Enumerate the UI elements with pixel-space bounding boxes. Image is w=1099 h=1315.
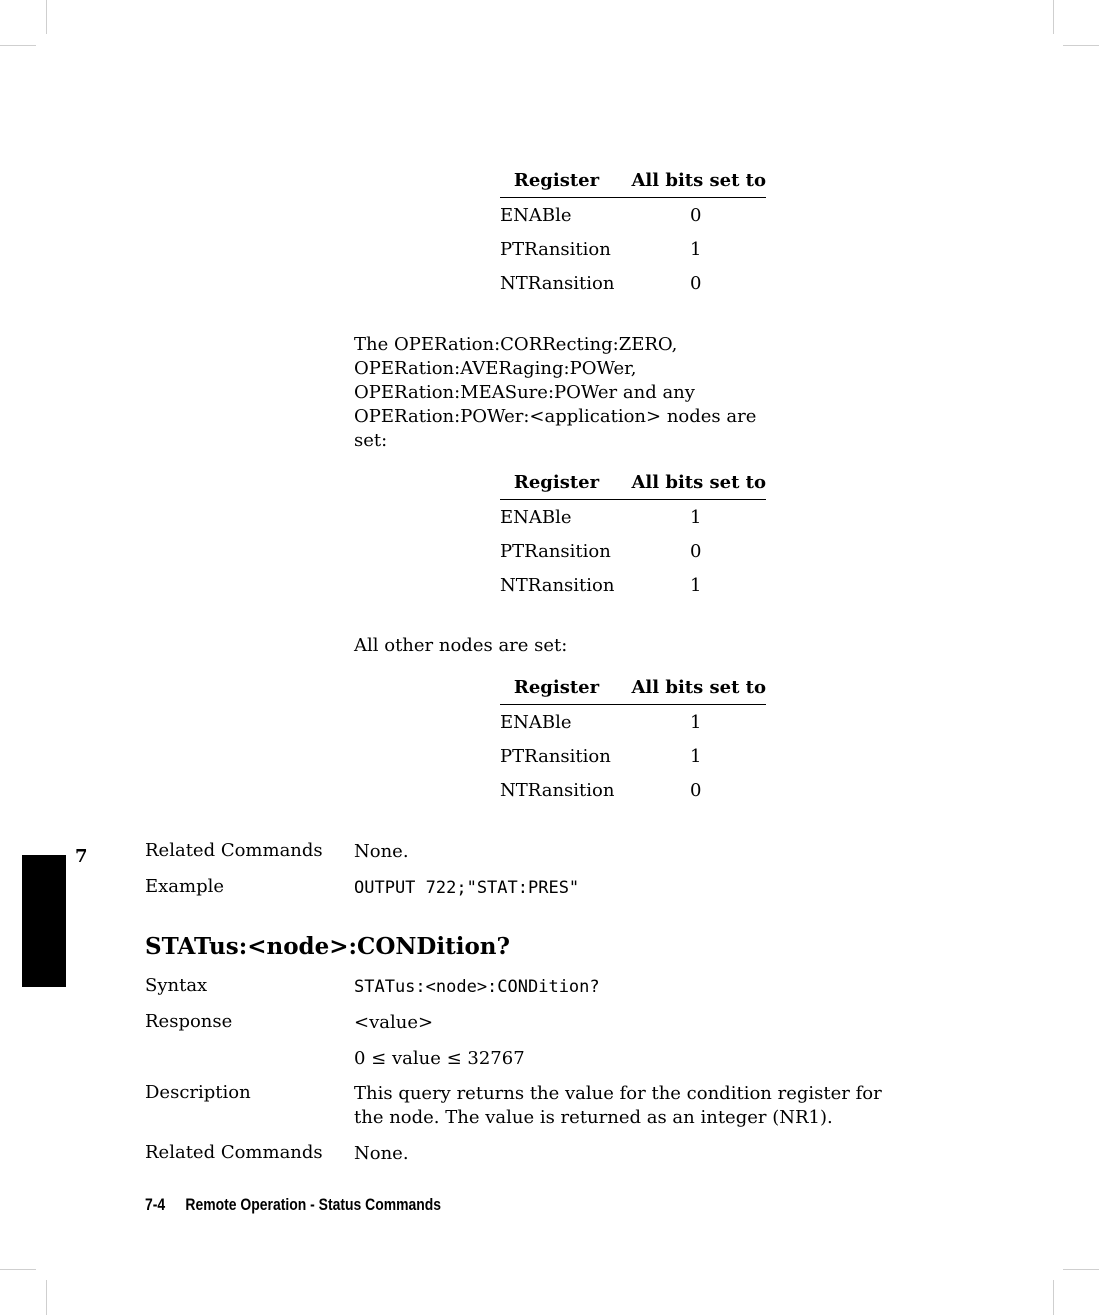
page-number: 7-4 [145,1195,166,1214]
related-commands-row [145,1142,914,1166]
footer-title: Remote Operation - Status Commands [185,1195,442,1214]
register-name: ENABle [500,204,572,226]
example-code: OUTPUT 722;"STAT:PRES" [354,878,580,898]
register-table-1 [500,163,766,300]
register-value: 1 [690,506,702,528]
table-row [500,739,766,773]
table-header [500,465,766,500]
register-table-3 [500,670,766,807]
crop-mark [1063,45,1099,46]
table-row [500,500,766,534]
register-name: NTRansition [500,574,615,596]
crop-mark [46,1280,47,1315]
table-header [500,163,766,198]
operation-nodes-paragraph [354,333,784,453]
bits-header: All bits set to [631,471,766,493]
response-label: Response [145,1011,233,1032]
page-footer [145,1195,441,1215]
crop-mark [1063,1269,1099,1270]
crop-mark [0,45,36,46]
response-row [145,1011,914,1035]
paragraph-line: OPERation:MEASure:POWer and any [354,382,695,403]
syntax-label: Syntax [145,975,208,996]
register-name: PTRansition [500,540,611,562]
register-header: Register [513,471,600,493]
register-value: 1 [690,745,702,767]
syntax-code: STATus:<node>:CONDition? [354,977,600,997]
register-value: 1 [690,711,702,733]
related-commands-row [145,840,914,864]
table-row [500,198,766,232]
crop-mark [46,0,47,34]
register-name: PTRansition [500,745,611,767]
crop-mark [1053,1280,1054,1315]
register-name: NTRansition [500,779,615,801]
description-row [145,1082,914,1130]
crop-mark [0,1269,36,1270]
example-row [145,876,914,900]
bits-header: All bits set to [631,676,766,698]
table-row [500,232,766,266]
paragraph-line: set: [354,430,388,451]
chapter-number: 7 [75,846,88,867]
related-commands-label: Related Commands [145,1142,323,1163]
register-header: Register [513,676,600,698]
description-line: This query returns the value for the condition register for [354,1083,882,1104]
chapter-thumb-tab [22,855,66,987]
description-line: the node. The value is returned as an integer (NR1). [354,1107,833,1128]
table-row [500,534,766,568]
register-name: ENABle [500,506,572,528]
table-header [500,670,766,705]
register-value: 0 [690,779,702,801]
related-commands-value: None. [354,1143,409,1164]
table-row [500,773,766,807]
crop-mark [1053,0,1054,34]
register-value: 0 [690,204,702,226]
register-table-2 [500,465,766,602]
syntax-row [145,975,914,999]
register-value: 0 [690,272,702,294]
register-header: Register [513,169,600,191]
description-label: Description [145,1082,251,1103]
register-name: PTRansition [500,238,611,260]
bits-header: All bits set to [631,169,766,191]
register-value: 0 [690,540,702,562]
register-value: 1 [690,238,702,260]
other-nodes-paragraph: All other nodes are set: [354,635,568,656]
description-text [354,1082,914,1130]
table-row [500,705,766,739]
example-label: Example [145,876,225,897]
response-value: <value> [354,1012,434,1033]
register-value: 1 [690,574,702,596]
paragraph-line: The OPERation:CORRecting:ZERO, [354,334,678,355]
section-heading: STATus:<node>:CONDition? [145,933,510,960]
related-commands-value: None. [354,841,409,862]
related-commands-label: Related Commands [145,840,323,861]
paragraph-line: OPERation:POWer:<application> nodes are [354,406,757,427]
response-range: 0 ≤ value ≤ 32767 [354,1048,525,1069]
table-row [500,266,766,300]
table-row [500,568,766,602]
paragraph-line: OPERation:AVERaging:POWer, [354,358,637,379]
register-name: ENABle [500,711,572,733]
register-name: NTRansition [500,272,615,294]
response-range-row [145,1047,914,1071]
